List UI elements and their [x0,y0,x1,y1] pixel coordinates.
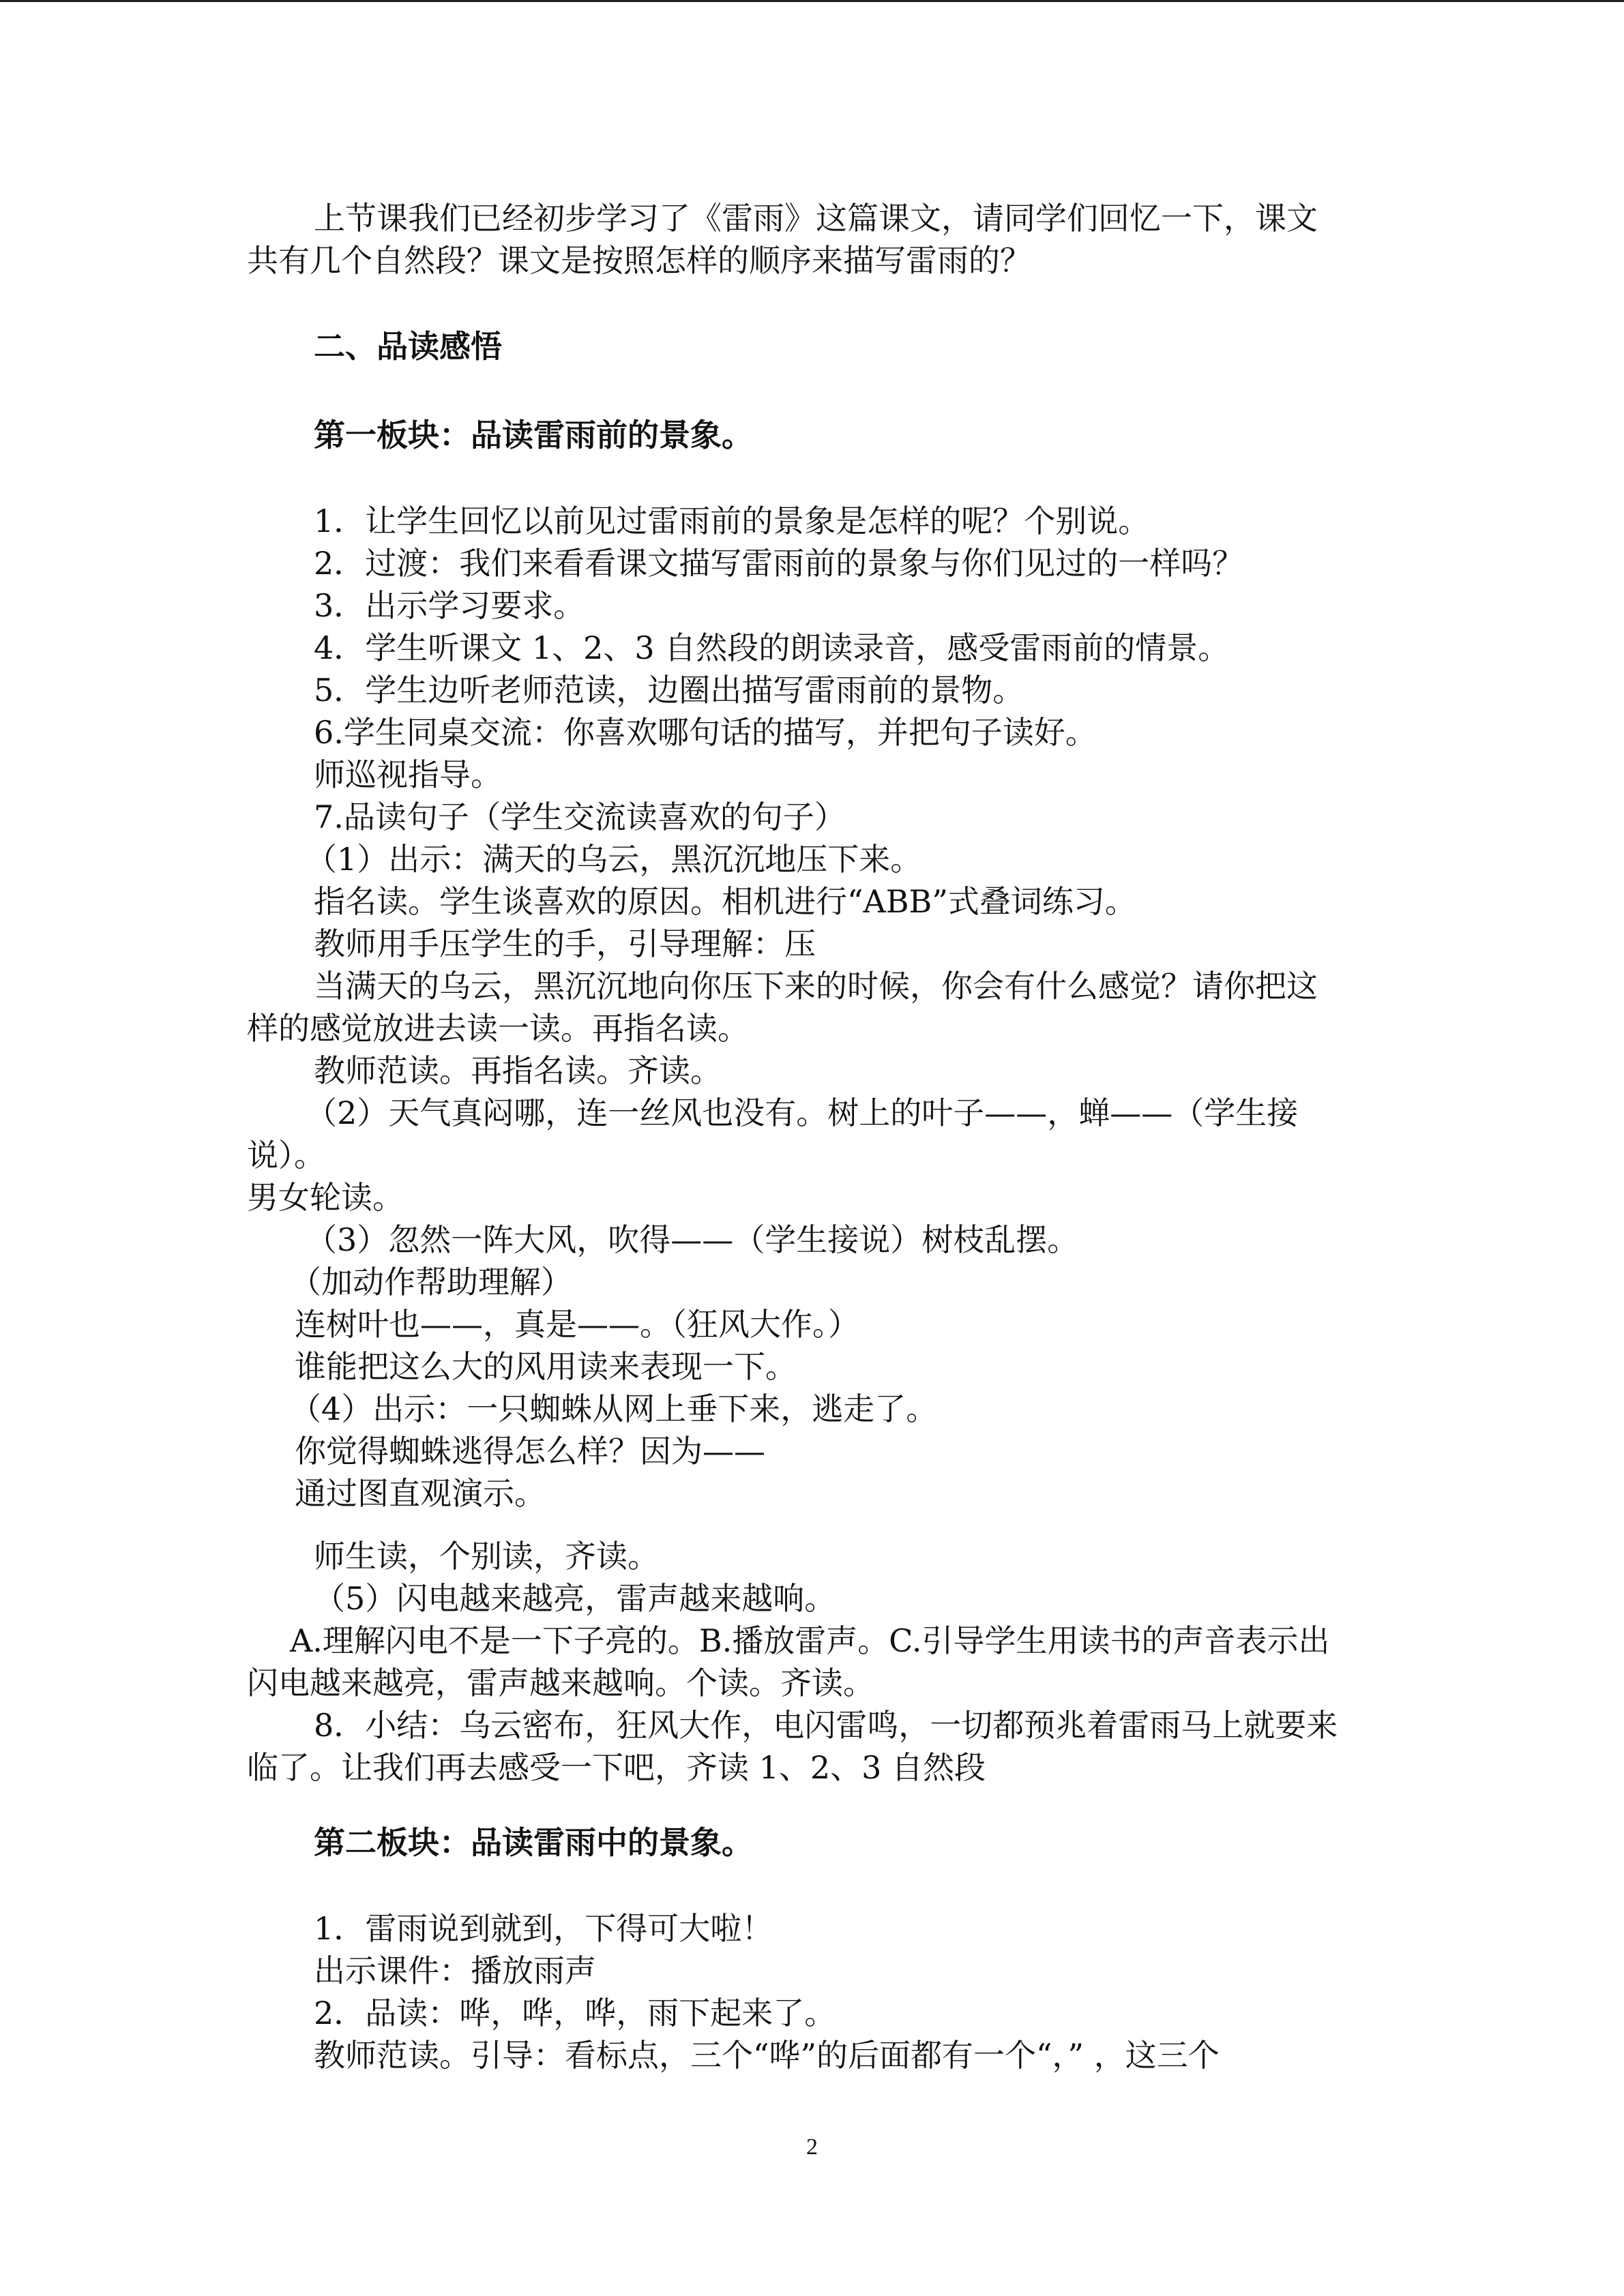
page-number: 2 [806,2134,818,2160]
block1-line: 7.品读句子（学生交流读喜欢的句子） [314,799,846,835]
block1-line: （3）忽然一阵大风，吹得——（学生接说）树枝乱摆。 [306,1221,1079,1258]
section-heading: 二、品读感悟 [314,328,502,365]
block1-line: 临了。让我们再去感受一下吧，齐读 1、2、3 自然段 [247,1749,986,1786]
block2-line: 出示课件：播放雨声 [314,1952,596,1989]
block1-line: 教师用手压学生的手，引导理解：压 [314,925,816,962]
block2-heading: 第二板块：品读雷雨中的景象。 [314,1824,753,1861]
block1-line: 6.学生同桌交流：你喜欢哪句话的描写，并把句子读好。 [314,714,1097,751]
block1-line: （加动作帮助理解） [290,1264,572,1300]
intro-line-1: 上节课我们已经初步学习了《雷雨》这篇课文，请同学们回忆一下，课文 [314,200,1318,237]
block1-line: 师巡视指导。 [314,756,502,793]
block1-line: 师生读，个别读，齐读。 [314,1538,659,1575]
block1-line: 1．让学生回忆以前见过雷雨前的景象是怎样的呢？个别说。 [314,503,1150,539]
block1-line: 你觉得蜘蛛逃得怎么样？因为—— [295,1433,765,1470]
block1-line: （5）闪电越来越亮，雷声越来越响。 [314,1580,836,1617]
block1-line: 当满天的乌云，黑沉沉地向你压下来的时候，你会有什么感觉？请你把这 [314,968,1318,1004]
block1-line: 教师范读。再指名读。齐读。 [314,1052,722,1089]
intro-line-2: 共有几个自然段？课文是按照怎样的顺序来描写雷雨的？ [247,242,1031,279]
block1-line: （1）出示：满天的乌云，黑沉沉地压下来。 [306,841,922,878]
block2-line: 2．品读：哗，哗，哗，雨下起来了。 [314,1995,836,2031]
block1-line: （2）天气真闷哪，连一丝风也没有。树上的叶子——，蝉——（学生接 [306,1094,1299,1131]
block1-line: 谁能把这么大的风用读来表现一下。 [295,1348,797,1385]
block1-heading: 第一板块：品读雷雨前的景象。 [314,417,753,453]
block1-line: 闪电越来越亮，雷声越来越响。个读。齐读。 [247,1665,874,1701]
block1-line: 男女轮读。 [247,1179,404,1216]
block1-line: 8．小结：乌云密布，狂风大作，电闪雷鸣，一切都预兆着雷雨马上就要来 [314,1707,1338,1744]
block1-line: 5．学生边听老师范读，边圈出描写雷雨前的景物。 [314,672,1024,709]
block1-line: （4）出示：一只蜘蛛从网上垂下来，逃走了。 [290,1390,938,1427]
block1-line: 连树叶也——，真是——。（狂风大作。） [295,1306,859,1343]
block2-line: 教师范读。引导：看标点，三个“哗”的后面都有一个“，” ，这三个 [314,2037,1220,2074]
block1-line: A.理解闪电不是一下子亮的。B.播放雷声。C.引导学生用读书的声音表示出 [290,1622,1330,1659]
block1-line: 2．过渡：我们来看看课文描写雷雨前的景象与你们见过的一样吗？ [314,545,1244,582]
block2-line: 1．雷雨说到就到，下得可大啦！ [314,1910,773,1947]
block1-line: 样的感觉放进去读一读。再指名读。 [247,1010,749,1047]
block1-line: 4．学生听课文 1、2、3 自然段的朗读录音，感受雷雨前的情景。 [314,629,1230,666]
block1-line: 3．出示学习要求。 [314,587,585,624]
block1-line: 说）。 [247,1137,325,1174]
block1-line: 通过图直观演示。 [295,1475,546,1512]
block1-line: 指名读。学生谈喜欢的原因。相机进行“ABB”式叠词练习。 [314,883,1136,920]
